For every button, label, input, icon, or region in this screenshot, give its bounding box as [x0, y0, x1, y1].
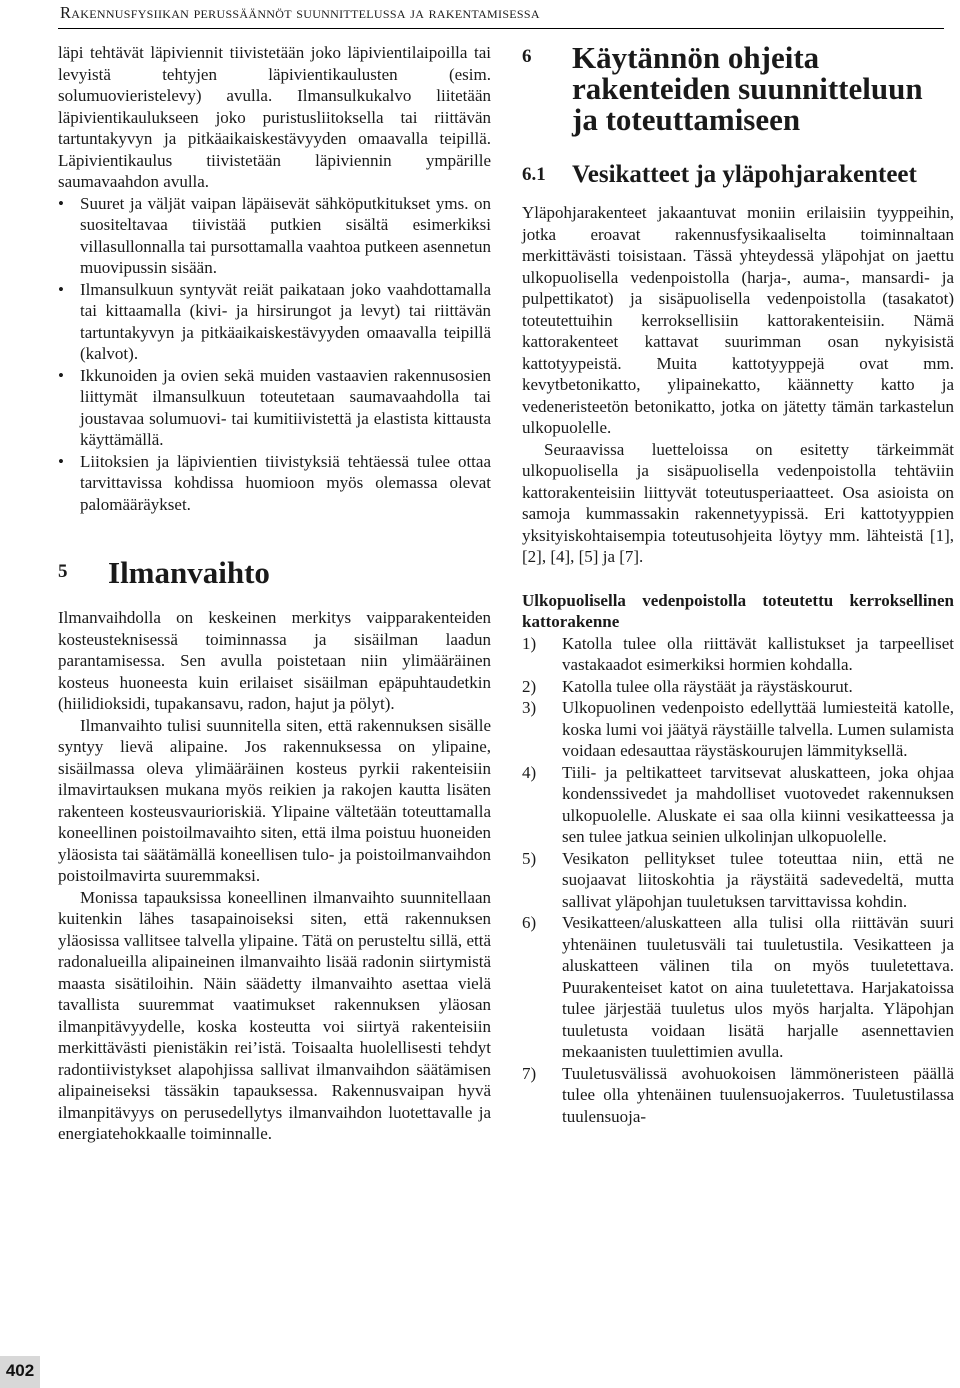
subsection-title: Vesikatteet ja yläpohjarakenteet [572, 161, 917, 188]
item-number: 1) [522, 633, 537, 653]
left-column [58, 42, 491, 1145]
body-paragraph: Ilmanvaihto tulisi suunnitella siten, että rakennuksen sisälle syntyy lievä alipaine. Jos rakennuksessa on ylipaine, sisäilmassa oleva ylimääräinen kosteus pyrkii rakenteisiin ilmavirtauksen mukana myös reikien ja rakojen kautta lisäten rakenteen kosteusvaurioriskiä. Ylipaine vältetään toteuttamalla koneellinen poistoilmavaihto siten, että ilma poistuu huoneiden yläosista tai säätämällä koneellisen tulo- ja poistoilmanvaihdon poistoilmavirta suuremmaksi. [58, 715, 491, 885]
item-number: 5) [522, 848, 537, 868]
page-number: 402 [0, 1356, 40, 1388]
numbered-item [522, 1063, 954, 1128]
section-6-heading [522, 42, 954, 135]
right-column [522, 42, 954, 1127]
item-text: Katolla tulee olla riittävät kallistukset ja tarpeelliset vastakaadot esimerkiksi hormien kohdalla. [562, 633, 954, 674]
body-paragraph: Yläpohjarakenteet jakaantuvat moniin erilaisiin tyyppeihin, jotka eroavat rakennusfysikaaliselta toiminnaltaan merkittävästi toisistaan. Tässä yhteydessä yläpohjat on jaettu ulkopuolisella vedenpoistolla (harja-, auma-, mansardi- ja pulpettikatot) ja sisäpuolisella vedenpoistolla (tasakatot) toteutettuihin kerroksellisiin kattorakenteisiin. Nämä kattorakenteet kattavat suurimman osan nykyisistä kattotyypeistä. Muita kattotyyppejä ovat mm. kevytbetonikatto, ylipainekatto, käännetty katto ja vedeneristeetön betonikatto, jotka on jätetty tämän tarkastelun ulkopuolelle. [522, 203, 954, 437]
section-6-1-heading [522, 161, 954, 188]
bullet-item: • Ilmansulkuun syntyvät reiät paikataan joko vaahdottamalla tai kittaamalla (kivi- ja hirsirungot ja levyt) tai riittävän tartuntakyvyn ja pitkäaikaiskestävyyden omaavalla teipillä (kalvot). [58, 279, 491, 365]
item-number: 4) [522, 762, 537, 782]
section-number: 6 [522, 46, 532, 67]
body-paragraph: Ilmanvaihdolla on keskeinen merkitys vaipparakenteiden kosteusteknisessä toiminnassa ja sisäilman laadun parantamisessa. Sen avulla poistetaan niin ylimääräinen kosteus huoneesta kuin erilaiset sisäilman epäpuhtaudetkin (hiilidioksidi, tupakansavu, radon, hajut ja pölyt). [58, 608, 491, 713]
body-paragraph: Monissa tapauksissa koneellinen ilmanvaihto suunnitellaan kuitenkin lähes tasapainoiseksi siten, että rakennuksen yläosissa vallitsee talvella ylipaine. Tätä on perusteltu sillä, että radonalueilla alipaineinen ilmanvaihto lisää radonin siirtymistä maasta sisätiloihin. Näin säädetty ilmanvaihto asettaa vielä tavallista suuremmat vaatimukset rakennuksen yläosan ilmanpitävyydelle, koska kosteutta voi siirtyä rakenteisiin merkittävästi pienistäkin rei’istä. Toisaalta huolellisesti tehdyt radontiivistykset alapohjissa sallivat ilmanvaihdon säätämisen alipaineiseksi tässäkin tapauksessa. Rakennusvaipan hyvä ilmanpitävyys on perusedellytys ilmanvaihdon luotettavalle ja energiatehokkaalle toiminnalle. [58, 887, 491, 1143]
numbered-item [522, 633, 954, 676]
bullet-item: • Liitoksien ja läpivientien tiivistyksiä tehtäessä tulee ottaa tarvittavissa kohdissa huomioon myös olemassa olevat palomääräykset. [58, 451, 491, 516]
running-header: Rakennusfysiikan perussäännöt suunnittelussa ja rakentamisessa [60, 3, 540, 22]
item-text: Tuuletusvälissä avohuokoisen lämmöneristeen päällä tulee olla yhtenäinen tuulensuojakerros. Tuuletustilassa tuulensuoja- [562, 1063, 954, 1126]
item-number: 3) [522, 698, 537, 717]
numbered-item [522, 848, 954, 913]
item-text: Ulkopuolinen vedenpoisto edellyttää lumiesteitä katolle, koska lumi voi jäätyä räystäille talvella. Lumen sulamista voidaan edesauttaa räystäskourujen lämmityksellä. [562, 698, 954, 760]
numbered-item [522, 912, 954, 1063]
bullet-list [58, 193, 491, 516]
bullet-item: • Ikkunoiden ja ovien sekä muiden vastaavien rakennusosien liittymät ilmansulkuun toteutetaan saumavaahdolla tai joustavaa solumuovi- tai kumitiivistettä ja elastista kittausta käyttämällä. [58, 365, 491, 451]
item-text: Tiili- ja peltikatteet tarvitsevat aluskatteen, joka ohjaa kondenssivedet ja mahdolliset vuotovedet rakennuksen ulkopuolelle. Aluskate ei saa olla kiinni vesikatteessa ja sen tulee jatkua seinien ulkolinjan ulkopuolelle. [562, 762, 954, 846]
list-subheading: Ulkopuolisella vedenpoistolla toteutettu kerroksellinen kattorakenne [522, 590, 954, 631]
body-paragraph: Seuraavissa luetteloissa on esitetty tärkeimmät ulkopuolisella ja sisäpuolisella vedenpoistolla tehtäviin kattorakenteisiin liittyvät toteutusperiaatteet. Osa asioista on samoja kummassakin rakennetyypissä. Eri kattotyyppien yksityiskohtaisempia toteutusohjeita löytyy mm. lähteistä [1], [2], [4], [5] ja [7]. [522, 439, 954, 566]
item-text: Vesikatteen/aluskatteen alla tulisi olla riittävän suuri yhtenäinen tuuletusväli tai tuuletustila. Vesikatteen ja aluskatteen välinen tila on myös tuuletettava. Puurakenteiset katot on aina tuuletettava. Harjakatoissa tulee järjestää tuuletus ulos myös harjalta. Yläpohjan tuuletusta voidaan lisätä harjalle asennettavien mekaanisten tuulettimien avulla. [562, 913, 954, 1061]
section-number: 5 [58, 561, 68, 582]
intro-paragraph: läpi tehtävät läpiviennit tiivistetään joko läpivientilaipoilla tai levyistä tehtyjen läpivientikaulusten (esim. solumuovieristelevy) avulla. Ilmansulkukalvo liitetään läpivientikaulukseen joko puristusliitoksella tai riittävän tartuntakyvyn ja pitkäaikaiskestävyyden omaavalla teipillä. Läpivientikaulus tiivistetään läpiviennin ympärille saumavaahdon avulla. [58, 43, 491, 191]
item-number: 2) [522, 676, 537, 696]
numbered-item [522, 697, 954, 762]
item-number: 6) [522, 913, 537, 932]
numbered-item [522, 762, 954, 848]
section-title: Käytännön ohjeita rakenteiden suunnitteluun ja toteuttamiseen [572, 40, 923, 137]
subsection-number: 6.1 [522, 164, 546, 185]
header-divider [58, 28, 944, 29]
section-title: Ilmanvaihto [108, 555, 270, 590]
bullet-item: • Suuret ja väljät vaipan läpäisevät sähköputkitukset yms. on suositeltavaa tiivistää putkien sisältä esimerkiksi villasullonnalla tai pursottamalla vaahtoa putkeen asennetun muovipussin sisään. [58, 193, 491, 279]
item-text: Vesikaton pellitykset tulee toteuttaa niin, että ne suojaavat liitoskohtia ja räystäitä sadevedeltä, mutta sallivat yläpohjan tuuletuksen tarvittavissa kohdin. [562, 848, 954, 911]
numbered-item [522, 676, 954, 698]
item-text: Katolla tulee olla räystäät ja räystäskourut. [562, 676, 853, 696]
item-number: 7) [522, 1063, 537, 1083]
numbered-list [522, 633, 954, 1128]
section-5-heading [58, 557, 491, 588]
